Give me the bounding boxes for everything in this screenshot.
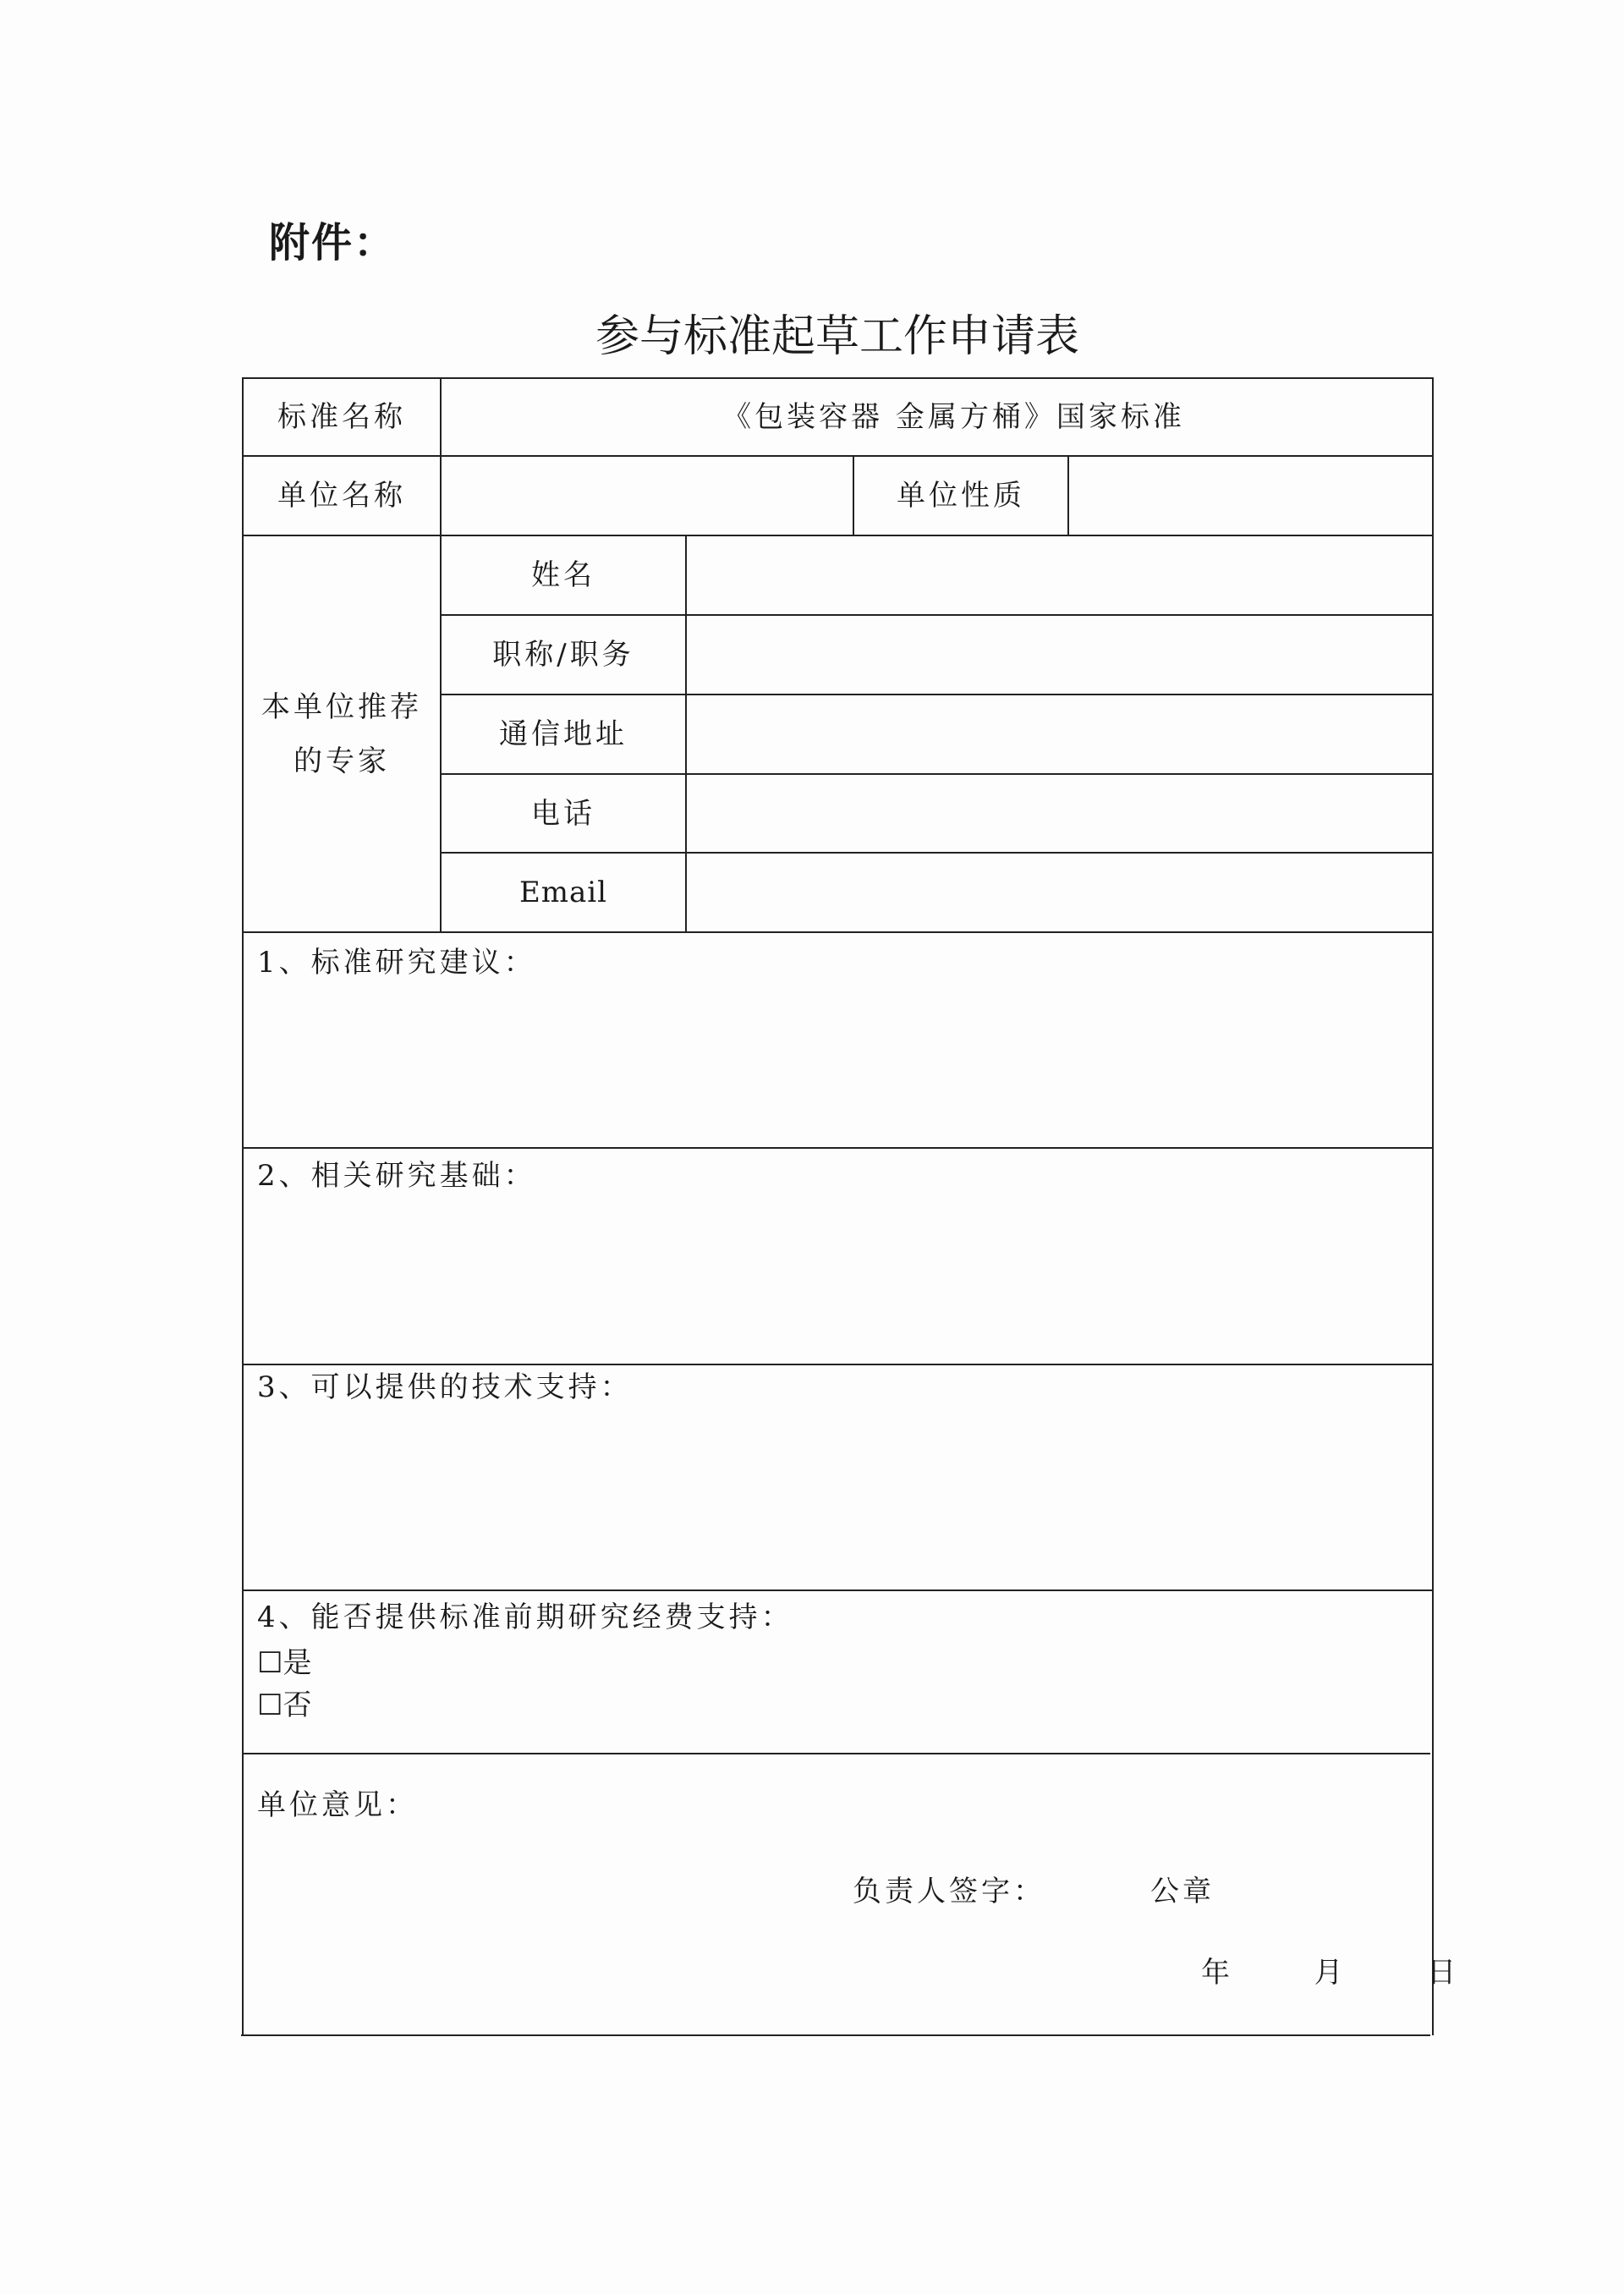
section-research-basis-field[interactable] — [245, 1203, 1429, 1362]
section-research-basis-label: 2、相关研究基础： — [257, 1159, 536, 1193]
expert-label-line2: 的专家 — [294, 744, 390, 778]
expert-title-label: 职称/职务 — [492, 638, 634, 672]
expert-label-line1: 本单位推荐 — [261, 689, 422, 724]
signature-label: 负责人签字： — [853, 1875, 1045, 1908]
date-day: 日 — [1427, 1956, 1460, 1990]
attachment-label: 附件： — [269, 219, 397, 266]
funding-option-no[interactable]: ☐否 — [257, 1688, 312, 1722]
expert-phone-field[interactable] — [687, 775, 1432, 852]
standard-name-value: 《包装容器 金属方桶》国家标准 — [722, 400, 1185, 434]
form-title: 参与标准起草工作申请表 — [595, 311, 1079, 362]
expert-title-field[interactable] — [687, 616, 1432, 694]
unit-opinion-label: 单位意见： — [257, 1788, 418, 1822]
section-research-suggestion-field[interactable] — [245, 990, 1429, 1145]
expert-phone-label: 电话 — [531, 796, 595, 831]
seal-label: 公章 — [1150, 1875, 1215, 1908]
section-tech-support-label: 3、可以提供的技术支持： — [257, 1370, 633, 1404]
section-research-suggestion-label: 1、标准研究建议： — [257, 946, 536, 980]
date-row — [1201, 1949, 1459, 1990]
date-year: 年 — [1201, 1956, 1233, 1990]
unit-name-field[interactable] — [442, 457, 853, 535]
unit-nature-label: 单位性质 — [897, 479, 1025, 513]
section-funding-label: 4、能否提供标准前期研究经费支持： — [257, 1600, 793, 1634]
funding-option-yes[interactable]: ☐是 — [257, 1646, 312, 1680]
unit-name-label: 单位名称 — [277, 479, 406, 513]
expert-email-field[interactable] — [687, 854, 1432, 931]
expert-label — [244, 536, 440, 931]
expert-address-field[interactable] — [687, 695, 1432, 773]
expert-name-label: 姓名 — [531, 558, 595, 592]
date-month: 月 — [1314, 1956, 1347, 1990]
unit-nature-field[interactable] — [1069, 457, 1432, 535]
expert-email-label: Email — [518, 876, 608, 909]
expert-address-label: 通信地址 — [499, 717, 628, 751]
expert-name-field[interactable] — [687, 536, 1432, 614]
standard-name-label: 标准名称 — [277, 400, 406, 434]
section-tech-support-field[interactable] — [245, 1414, 1429, 1588]
